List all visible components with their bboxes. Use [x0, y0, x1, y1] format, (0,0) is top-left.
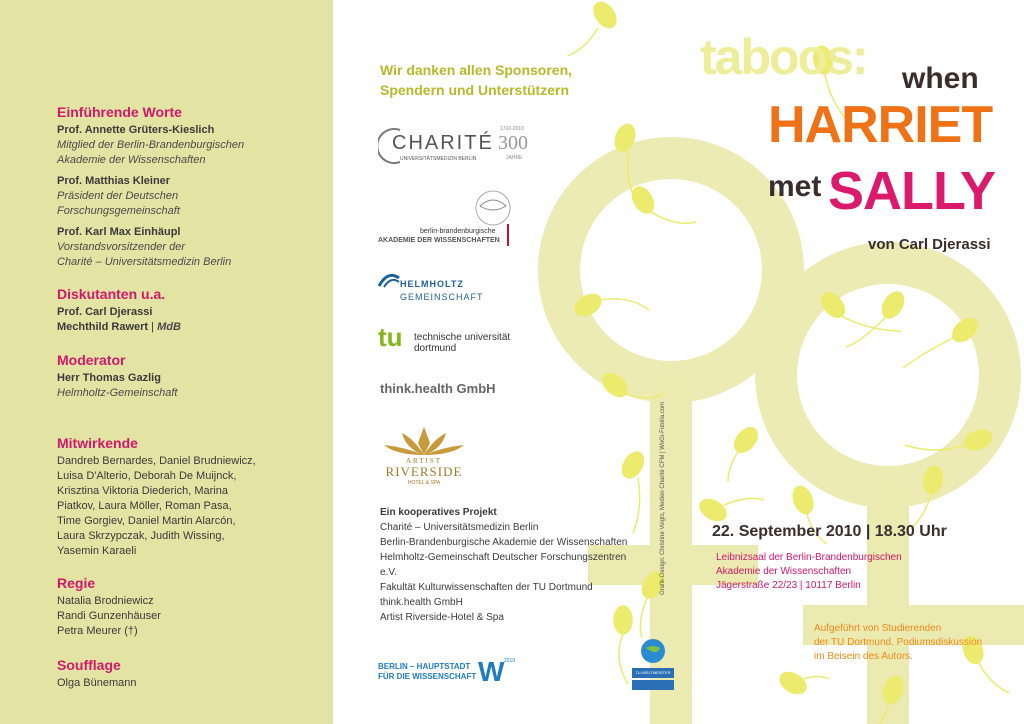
cast-line: Time Gorgiev, Daniel Martin Alarcón, [57, 515, 236, 527]
performance-line: Aufgeführt von Studierenden [814, 623, 942, 634]
section-heading: Einführende Worte [57, 104, 182, 120]
cast-line: Piatkov, Laura Möller, Roman Pasa, [57, 500, 232, 512]
weltmeister-band2 [632, 680, 674, 690]
panelist-role: MdB [157, 321, 181, 333]
title-taboos: taboos: [700, 29, 867, 85]
speaker-name: Prof. Karl Max Einhäupl [57, 226, 181, 238]
riverside-line3: HOTEL & SPA [407, 480, 441, 486]
section-heading: Diskutanten u.a. [57, 286, 166, 302]
charite-subtitle: UNIVERSITÄTSMEDIZIN BERLIN [400, 156, 477, 162]
cast-line: Yasemin Karaeli [57, 545, 137, 557]
charite-years: 1710-2010 [500, 126, 524, 132]
speaker-name: Prof. Matthias Kleiner [57, 175, 171, 187]
section-cast [57, 435, 327, 559]
moderator-role: Helmholtz-Gemeinschaft [57, 387, 178, 399]
left-panel [0, 0, 333, 724]
venue-line: Jägerstraße 22/23 | 10117 Berlin [716, 580, 861, 591]
director-name: Natalia Brodniewicz [57, 595, 154, 607]
helmholtz-logo [378, 270, 498, 306]
cast-line: Dandreb Bernardes, Daniel Brudniewicz, [57, 455, 256, 467]
cast-line: Luisa D'Alterio, Deborah De Muijnck, [57, 470, 237, 482]
title-met: met [768, 170, 822, 203]
section-panelists [57, 286, 327, 335]
coop-item: Helmholtz-Gemeinschaft Deutscher Forschungszentren e.V. [380, 552, 627, 578]
panelist-name-text: Mechthild Rawert [57, 321, 149, 333]
bbaw-owl-icon [470, 186, 516, 226]
berlin-line2: FÜR DIE WISSENSCHAFT [378, 672, 477, 681]
bbaw-line2: AKADEMIE DER WISSENSCHAFTEN [378, 237, 500, 244]
panelist-name [57, 320, 327, 335]
section-heading: Mitwirkende [57, 435, 138, 451]
think-health-logo: think.health GmbH [380, 381, 496, 396]
coop-item: Artist Riverside-Hotel & Spa [380, 612, 504, 623]
charite-jahre: JAHRE [506, 155, 523, 161]
berlin-w-mark: W [478, 656, 505, 687]
coop-heading: Ein kooperatives Projekt [380, 507, 497, 518]
coop-item: Berlin-Brandenburgische Akademie der Wissenschaften [380, 537, 628, 548]
speaker-role: Präsident der Deutschen [57, 190, 179, 202]
berlin-line1: BERLIN – HAUPTSTADT [378, 662, 471, 671]
separator: | [148, 321, 158, 333]
venue-line: Leibnizsaal der Berlin-Brandenburgischen [716, 552, 902, 563]
section-moderator [57, 352, 327, 401]
section-heading: Soufflage [57, 657, 121, 673]
speaker-role: Vorstandsvorsitzender der [57, 241, 185, 253]
speaker-role: Charité – Universitätsmedizin Berlin [57, 256, 232, 268]
berlin-hauptstadt-logo [378, 656, 528, 694]
director-name: Randi Gunzenhäuser [57, 610, 161, 622]
performance-note [814, 622, 982, 664]
bbaw-line1: berlin-brandenburgische [420, 228, 496, 235]
tu-weltmeister-badge [632, 638, 674, 694]
coop-item: Fakultät Kulturwissenschaften der TU Dortmund [380, 582, 593, 593]
charite-wordmark: CHARITÉ [392, 132, 494, 154]
section-direction [57, 575, 327, 639]
title-sally: SALLY [828, 161, 996, 221]
coop-item: think.health GmbH [380, 597, 463, 608]
title-harriet: HARRIET [768, 96, 993, 154]
helmholtz-line1: HELMHOLTZ [400, 279, 464, 289]
globe-icon [640, 638, 666, 664]
weltmeister-band: TU-WELTMEISTER [632, 668, 674, 678]
section-intro [57, 104, 327, 270]
performance-line: der TU Dortmund. Podiumsdiskussion [814, 637, 983, 648]
prompter-name: Olga Bünemann [57, 677, 137, 689]
helmholtz-line2: GEMEINSCHAFT [400, 292, 484, 302]
venue-line: Akademie der Wissenschaften [716, 566, 852, 577]
tu-dortmund-logo [378, 322, 528, 356]
tu-line1: technische universität [414, 332, 511, 343]
title-when: when [902, 62, 979, 95]
coop-item: Charité – Universitätsmedizin Berlin [380, 522, 539, 533]
helmholtz-wave-icon [378, 272, 400, 288]
riverside-line2: RIVERSIDE [385, 464, 463, 479]
lotus-icon [376, 425, 472, 461]
speaker-role: Mitglied der Berlin-Brandenburgischen [57, 139, 245, 151]
berlin-year: 2010 [504, 658, 516, 664]
tu-mark: tu [378, 322, 403, 352]
speaker-role: Forschungsgemeinschaft [57, 205, 180, 217]
speaker-name: Prof. Annette Grüters-Kieslich [57, 124, 215, 136]
cooperation-block [380, 505, 630, 625]
section-prompter [57, 657, 327, 691]
cast-line: Krisztina Viktoria Diederich, Marina [57, 485, 228, 497]
venue-block [716, 551, 902, 593]
moderator-name: Herr Thomas Gazlig [57, 372, 161, 384]
charite-300: 300 [498, 132, 528, 154]
event-date: 22. September 2010 | 18.30 Uhr [712, 523, 947, 540]
section-heading: Moderator [57, 352, 126, 368]
tu-line2: dortmund [414, 343, 457, 354]
section-heading: Regie [57, 575, 96, 591]
bbaw-logo [378, 186, 513, 248]
design-credit: Grafik-Design: Christine Voigts, Medien Charité CFM | WoGi-Fotolia.com [660, 401, 666, 595]
artist-riverside-logo [376, 425, 472, 491]
charite-logo [378, 126, 538, 166]
thanks-heading: Wir danken allen Sponsoren, Spendern und Unterstützern [380, 62, 573, 98]
cast-line: Laura Skrzypczak, Judith Wissing, [57, 530, 225, 542]
author-line: von Carl Djerassi [868, 236, 991, 253]
director-name: Petra Meurer (†) [57, 625, 138, 637]
speaker-role: Akademie der Wissenschaften [57, 154, 206, 166]
performance-line: im Beisein des Autors. [814, 651, 913, 662]
panelist-name: Prof. Carl Djerassi [57, 306, 153, 318]
riverside-line1: ARTIST [405, 457, 443, 465]
bbaw-red-bar [507, 224, 509, 246]
